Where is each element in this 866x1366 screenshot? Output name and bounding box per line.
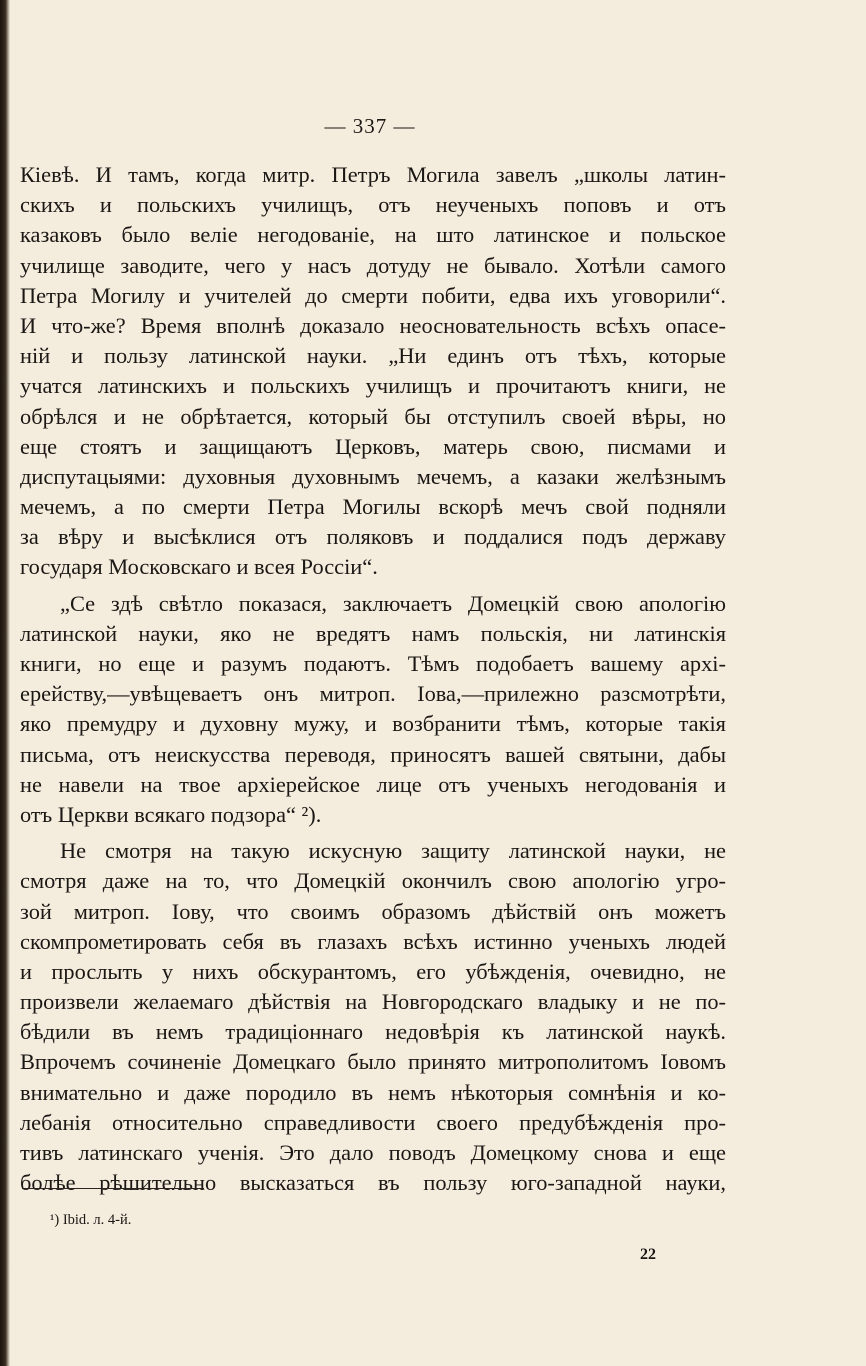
text-line: смотря даже на то, что Домецкій окончилъ свою апологію угро-	[20, 868, 726, 894]
text-line: латинской науки, яко не вредятъ намъ польскія, ни латинскія	[20, 620, 726, 646]
text-line: отъ Церкви всякаго подзора“ ²).	[20, 801, 322, 827]
text-line: внимательно и даже породило въ немъ нѣкоторыя сомнѣнія и ко-	[20, 1079, 726, 1105]
text-line: мечемъ, а по смерти Петра Могилы вскорѣ мечъ свой подняли	[20, 494, 726, 520]
body-text	[20, 160, 726, 1198]
text-line: зой митроп. Іову, что своимъ образомъ дѣйствій онъ можетъ	[20, 898, 726, 924]
text-line: и прослыть у нихъ обскурантомъ, его убѣжденія, очевидно, не	[20, 958, 726, 984]
text-line: за вѣру и высѣклися отъ поляковъ и поддалися подъ державу	[20, 524, 726, 550]
footnote-marker: ¹)	[50, 1212, 60, 1228]
footnote	[50, 1212, 131, 1229]
text-line: еще стоятъ и защищаютъ Церковъ, матерь свою, писмами и	[20, 433, 726, 459]
text-line: училище заводите, чего у насъ дотуду не бывало. Хотѣли самого	[20, 252, 726, 278]
text-line: произвели желаемаго дѣйствія на Новгородскаго владыку и не по-	[20, 989, 726, 1015]
text-line: скихъ и польскихъ училищъ, отъ неученыхъ поповъ и отъ	[20, 192, 726, 218]
text-line: скомпрометировать себя въ глазахъ всѣхъ истинно ученыхъ людей	[20, 928, 726, 954]
signature-mark: 22	[640, 1246, 656, 1263]
text-line: Не смотря на такую искусную защиту латинской науки, не	[60, 838, 726, 864]
text-line: Кіевѣ. И тамъ, когда митр. Петръ Могила завелъ „школы латин-	[20, 162, 726, 187]
text-line: не навели на твое архіерейское лице отъ ученыхъ негодованія и	[20, 771, 726, 797]
text-line: диспутацыями: духовныя духовнымъ мечемъ, а казаки желѣзнымъ	[20, 463, 726, 489]
text-line: ній и пользу латинской науки. „Ни единъ отъ тѣхъ, которые	[20, 343, 726, 369]
text-line: тивъ латинскаго ученія. Это дало поводъ Домецкому снова и еще	[20, 1140, 726, 1165]
text-line: казаковъ было веліе негодованіе, на што латинское и польское	[20, 222, 726, 248]
footnote-text: Ibid. л. 4-й.	[62, 1212, 132, 1228]
text-line: Впрочемъ сочиненіе Домецкаго было принято митрополитомъ Іовомъ	[20, 1049, 726, 1075]
text-line: И что-же? Время вполнѣ доказало неосновательность всѣхъ опасе-	[20, 312, 726, 338]
text-line: книги, но еще и разумъ подаютъ. Тѣмъ подобаетъ вашему архі-	[20, 651, 726, 676]
page-number: — 337 —	[324, 114, 416, 138]
text-line: письма, отъ неискусства переводя, приносятъ вашей святыни, дабы	[20, 741, 726, 767]
text-line: яко премудру и духовну мужу, и возбранити тѣмъ, которые такія	[20, 711, 726, 737]
binding-shadow	[0, 0, 10, 1366]
text-line: бѣдили въ немъ традиціоннаго недовѣрія къ латинской наукѣ.	[20, 1019, 726, 1045]
text-line: учатся латинскихъ и польскихъ училищъ и прочитаютъ книги, не	[20, 373, 726, 399]
text-line: государя Московскаго и всея Россіи“.	[20, 554, 378, 580]
text-line: „Се здѣ свѣтло показася, заключаетъ Домецкій свою апологію	[60, 590, 726, 616]
text-line: обрѣлся и не обрѣтается, который бы отступилъ своей вѣры, но	[20, 403, 726, 429]
text-line: лебанія относительно справедливости своего предубѣжденія про-	[20, 1109, 726, 1135]
text-line: ерейству,—увѣщеваетъ онъ митроп. Іова,—прилежно разсмотрѣти,	[20, 681, 726, 707]
text-line: болѣе рѣшительно высказаться въ пользу юго-западной науки,	[20, 1170, 726, 1196]
footnote-rule	[22, 1188, 204, 1189]
text-line: Петра Могилу и учителей до смерти побити, едва ихъ уговорили“.	[20, 282, 726, 308]
